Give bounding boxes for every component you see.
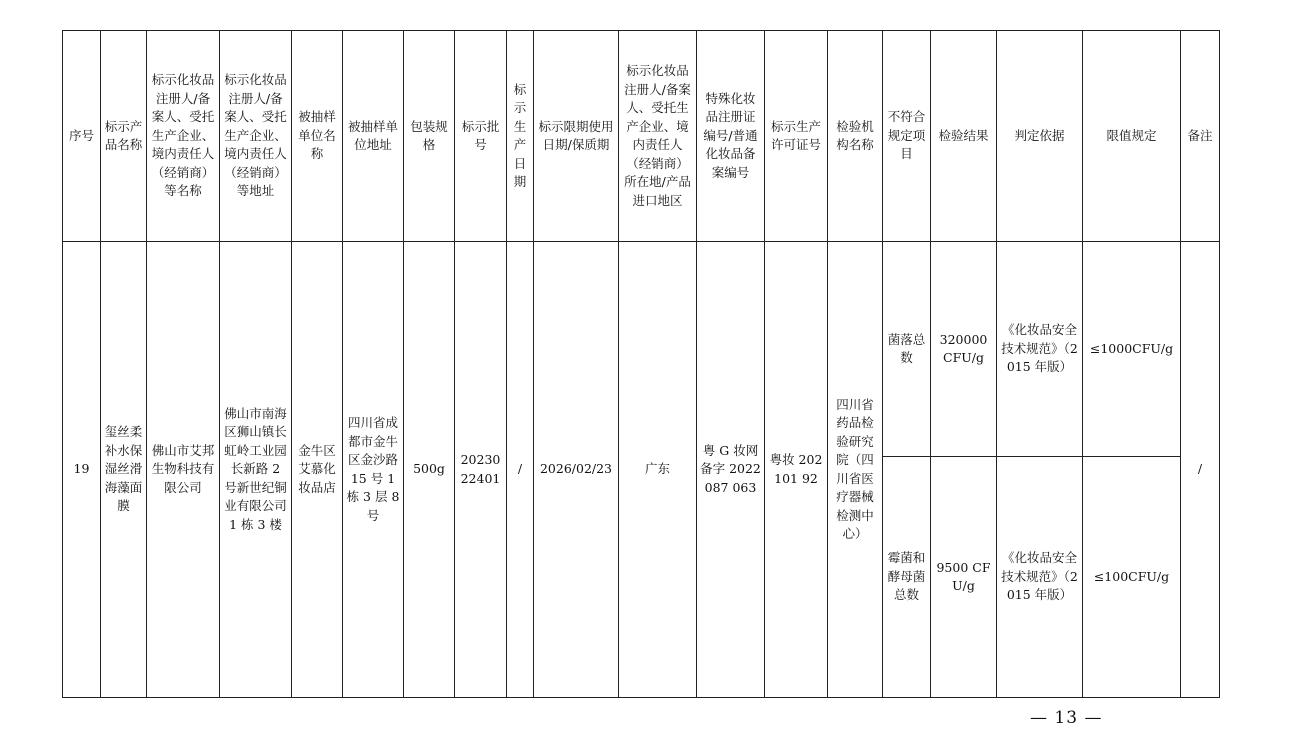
cell-limit-1: ≤1000CFU/g (1083, 242, 1181, 457)
cell-license-no: 粤妆 202101 92 (765, 242, 828, 698)
header-package-spec: 包装规格 (404, 31, 455, 242)
cell-basis-1: 《化妆品安全技术规范》（2015 年版） (997, 242, 1083, 457)
cell-package-spec: 500g (404, 242, 455, 698)
cell-result-1: 320000 CFU/g (931, 242, 997, 457)
table-row (63, 242, 1220, 457)
header-basis: 判定依据 (997, 31, 1083, 242)
header-sampled-unit-name: 被抽样单位名称 (292, 31, 343, 242)
cell-production-date: / (507, 242, 534, 698)
header-registrant-address: 标示化妆品注册人/备案人、受托生产企业、境内责任人（经销商）等地址 (220, 31, 292, 242)
cell-origin-region: 广东 (619, 242, 697, 698)
header-seq: 序号 (63, 31, 101, 242)
header-sampled-unit-address: 被抽样单位地址 (343, 31, 404, 242)
cell-sampled-unit-name: 金牛区艾慕化妆品店 (292, 242, 343, 698)
cell-batch-no: 20230 22401 (455, 242, 507, 698)
page-number: — 13 — (1030, 708, 1103, 728)
cell-product-name: 玺丝柔补水保湿丝滑海藻面膜 (101, 242, 147, 698)
header-result: 检验结果 (931, 31, 997, 242)
header-row (63, 31, 1220, 242)
cell-limit-2: ≤100CFU/g (1083, 457, 1181, 698)
cell-item-1: 菌落总数 (883, 242, 931, 457)
header-remark: 备注 (1181, 31, 1220, 242)
cell-filing-no: 粤 G 妆网备字 2022087 063 (697, 242, 765, 698)
header-filing-no: 特殊化妆品注册证编号/普通化妆品备案编号 (697, 31, 765, 242)
cell-seq: 19 (63, 242, 101, 698)
header-limit: 限值规定 (1083, 31, 1181, 242)
cell-registrant-address: 佛山市南海区狮山镇长虹岭工业园长新路 2 号新世纪铜业有限公司 1 栋 3 楼 (220, 242, 292, 698)
header-license-no: 标示生产许可证号 (765, 31, 828, 242)
cell-result-2: 9500 CFU/g (931, 457, 997, 698)
header-batch-no: 标示批号 (455, 31, 507, 242)
cell-item-2: 霉菌和酵母菌总数 (883, 457, 931, 698)
header-product-name: 标示产品名称 (101, 31, 147, 242)
header-registrant-name: 标示化妆品注册人/备案人、受托生产企业、境内责任人（经销商）等名称 (147, 31, 220, 242)
inspection-results-table (62, 30, 1220, 698)
header-nonconforming-item: 不符合规定项目 (883, 31, 931, 242)
header-inspection-org: 检验机构名称 (828, 31, 883, 242)
header-production-date: 标示生产日期 (507, 31, 534, 242)
cell-inspection-org: 四川省药品检验研究院（四川省医疗器械检测中心） (828, 242, 883, 698)
header-expiry: 标示限期使用日期/保质期 (534, 31, 619, 242)
cell-registrant-name: 佛山市艾邦生物科技有限公司 (147, 242, 220, 698)
cell-basis-2: 《化妆品安全技术规范》（2015 年版） (997, 457, 1083, 698)
header-origin-region: 标示化妆品注册人/备案人、受托生产企业、境内责任人（经销商）所在地/产品进口地区 (619, 31, 697, 242)
cell-remark: / (1181, 242, 1220, 698)
cell-sampled-unit-address: 四川省成都市金牛区金沙路 15 号 1 栋 3 层 8 号 (343, 242, 404, 698)
cell-expiry: 2026/02/23 (534, 242, 619, 698)
